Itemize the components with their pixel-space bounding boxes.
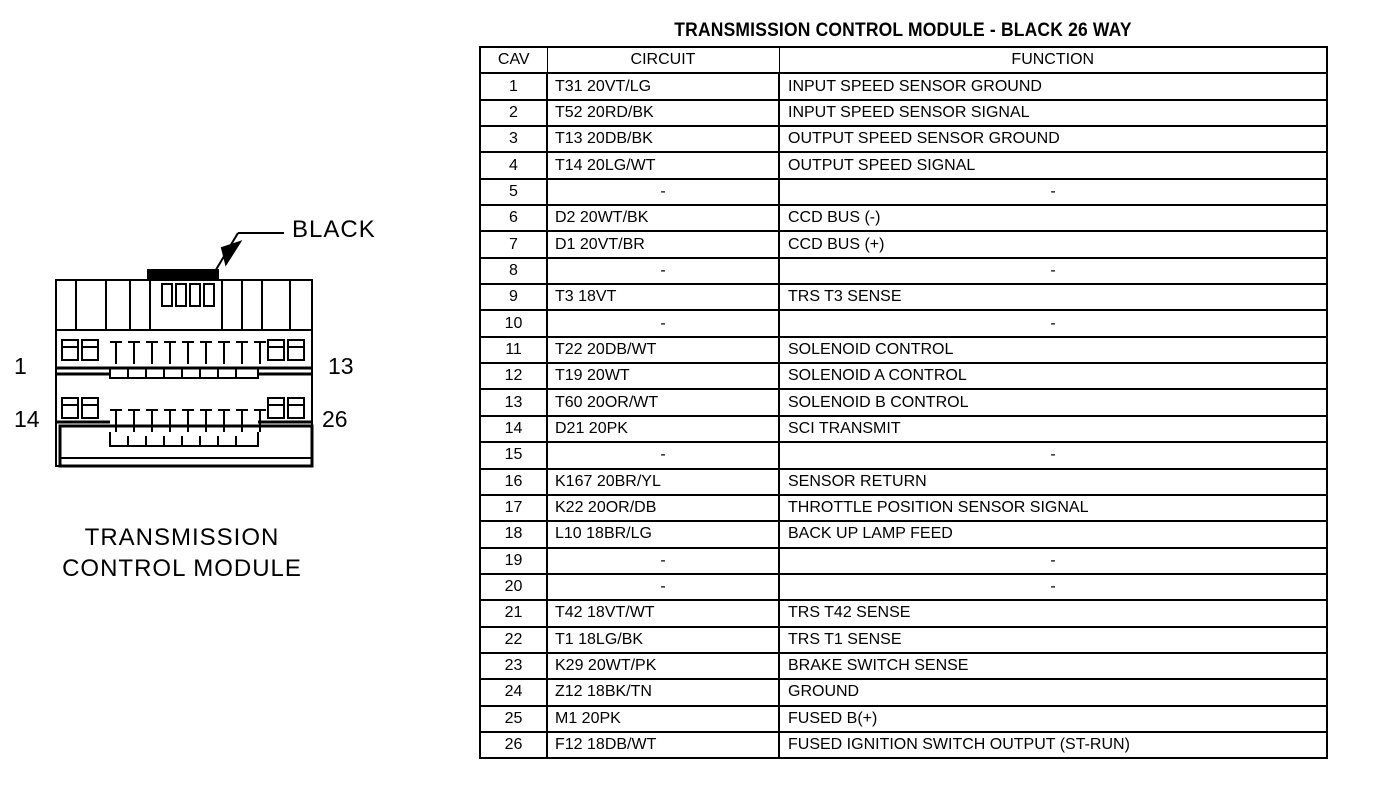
cav-cell: 13 [480, 389, 547, 415]
table-row [480, 442, 1327, 468]
circuit-cell: K22 20OR/DB [547, 495, 779, 521]
cav-cell: 24 [480, 679, 547, 705]
function-cell: FUSED IGNITION SWITCH OUTPUT (ST-RUN) [779, 732, 1327, 758]
table-row [480, 337, 1327, 363]
circuit-cell: T31 20VT/LG [547, 73, 779, 99]
cav-cell: 18 [480, 521, 547, 547]
pinout-table [479, 46, 1328, 759]
circuit-cell: - [547, 258, 779, 284]
function-cell: INPUT SPEED SENSOR SIGNAL [779, 100, 1327, 126]
cav-cell: 2 [480, 100, 547, 126]
latch-tab [204, 284, 214, 306]
circuit-cell: T3 18VT [547, 284, 779, 310]
circuit-cell: F12 18DB/WT [547, 732, 779, 758]
function-cell: OUTPUT SPEED SIGNAL [779, 152, 1327, 178]
cav-cell: 12 [480, 363, 547, 389]
connector-latch [148, 270, 218, 280]
table-row [480, 548, 1327, 574]
circuit-cell: T52 20RD/BK [547, 100, 779, 126]
cav-cell: 20 [480, 574, 547, 600]
function-cell: TRS T42 SENSE [779, 600, 1327, 626]
circuit-cell: D2 20WT/BK [547, 205, 779, 231]
table-row [480, 732, 1327, 758]
color-leader-arrowhead [222, 242, 240, 264]
circuit-cell: - [547, 574, 779, 600]
header-circuit: CIRCUIT [547, 47, 779, 73]
table-header-row [480, 47, 1327, 73]
function-cell: SCI TRANSMIT [779, 416, 1327, 442]
circuit-cell: - [547, 310, 779, 336]
function-cell: BACK UP LAMP FEED [779, 521, 1327, 547]
circuit-cell: - [547, 179, 779, 205]
table-row [480, 600, 1327, 626]
function-cell: CCD BUS (+) [779, 231, 1327, 257]
cav-cell: 9 [480, 284, 547, 310]
table-row [480, 231, 1327, 257]
cav-cell: 5 [480, 179, 547, 205]
circuit-cell: T14 20LG/WT [547, 152, 779, 178]
cav-cell: 17 [480, 495, 547, 521]
function-cell: FUSED B(+) [779, 706, 1327, 732]
function-cell: THROTTLE POSITION SENSOR SIGNAL [779, 495, 1327, 521]
table-row [480, 389, 1327, 415]
function-cell: - [779, 310, 1327, 336]
table-row [480, 179, 1327, 205]
table-row [480, 521, 1327, 547]
circuit-cell: T42 18VT/WT [547, 600, 779, 626]
table-row [480, 205, 1327, 231]
cav-cell: 15 [480, 442, 547, 468]
cav-cell: 14 [480, 416, 547, 442]
connector-color-label: BLACK [292, 216, 376, 243]
cav-cell: 21 [480, 600, 547, 626]
circuit-cell: D21 20PK [547, 416, 779, 442]
cav-cell: 22 [480, 627, 547, 653]
terminal-row-top [56, 340, 312, 378]
pin-label-bottom-left: 14 [14, 406, 40, 432]
table-row [480, 706, 1327, 732]
cav-cell: 11 [480, 337, 547, 363]
cav-cell: 4 [480, 152, 547, 178]
circuit-cell: T1 18LG/BK [547, 627, 779, 653]
cav-cell: 19 [480, 548, 547, 574]
function-cell: SOLENOID A CONTROL [779, 363, 1327, 389]
table-row [480, 469, 1327, 495]
table-row [480, 100, 1327, 126]
cav-cell: 26 [480, 732, 547, 758]
header-cav: CAV [480, 47, 547, 73]
table-row [480, 284, 1327, 310]
cav-cell: 1 [480, 73, 547, 99]
table-row [480, 152, 1327, 178]
circuit-cell: - [547, 548, 779, 574]
circuit-cell: K167 20BR/YL [547, 469, 779, 495]
table-row [480, 653, 1327, 679]
terminal-row-bottom [56, 398, 312, 446]
circuit-cell: K29 20WT/PK [547, 653, 779, 679]
cav-cell: 3 [480, 126, 547, 152]
table-row [480, 258, 1327, 284]
function-cell: - [779, 574, 1327, 600]
pin-label-top-right: 13 [328, 353, 354, 379]
header-function: FUNCTION [779, 47, 1327, 73]
function-cell: - [779, 179, 1327, 205]
function-cell: GROUND [779, 679, 1327, 705]
function-cell: - [779, 442, 1327, 468]
cav-cell: 25 [480, 706, 547, 732]
circuit-cell: T22 20DB/WT [547, 337, 779, 363]
component-name-line1: TRANSMISSION [84, 524, 280, 551]
cav-cell: 10 [480, 310, 547, 336]
function-cell: - [779, 548, 1327, 574]
table-row [480, 126, 1327, 152]
table-row [480, 627, 1327, 653]
connector-diagram [0, 200, 420, 600]
latch-tab [162, 284, 172, 306]
circuit-cell: T13 20DB/BK [547, 126, 779, 152]
table-row [480, 310, 1327, 336]
circuit-cell: L10 18BR/LG [547, 521, 779, 547]
cav-cell: 16 [480, 469, 547, 495]
function-cell: CCD BUS (-) [779, 205, 1327, 231]
table-row [480, 679, 1327, 705]
function-cell: TRS T3 SENSE [779, 284, 1327, 310]
table-title: TRANSMISSION CONTROL MODULE - BLACK 26 WAY [674, 20, 1132, 41]
connector-face-drawing [0, 200, 420, 500]
component-name [0, 522, 364, 584]
circuit-cell: D1 20VT/BR [547, 231, 779, 257]
table-body [480, 73, 1327, 758]
component-name-line2: CONTROL MODULE [62, 555, 302, 582]
cav-cell: 8 [480, 258, 547, 284]
table-row [480, 363, 1327, 389]
function-cell: SOLENOID CONTROL [779, 337, 1327, 363]
circuit-cell: - [547, 442, 779, 468]
latch-tab [176, 284, 186, 306]
circuit-cell: Z12 18BK/TN [547, 679, 779, 705]
function-cell: BRAKE SWITCH SENSE [779, 653, 1327, 679]
function-cell: SOLENOID B CONTROL [779, 389, 1327, 415]
table-row [480, 73, 1327, 99]
function-cell: INPUT SPEED SENSOR GROUND [779, 73, 1327, 99]
cav-cell: 6 [480, 205, 547, 231]
function-cell: SENSOR RETURN [779, 469, 1327, 495]
cav-cell: 23 [480, 653, 547, 679]
table-row [480, 416, 1327, 442]
circuit-cell: T60 20OR/WT [547, 389, 779, 415]
table-row [480, 495, 1327, 521]
circuit-cell: T19 20WT [547, 363, 779, 389]
pin-label-bottom-right: 26 [322, 406, 348, 432]
pin-label-top-left: 1 [14, 353, 27, 379]
latch-tab [190, 284, 200, 306]
circuit-cell: M1 20PK [547, 706, 779, 732]
table-row [480, 574, 1327, 600]
function-cell: TRS T1 SENSE [779, 627, 1327, 653]
function-cell: OUTPUT SPEED SENSOR GROUND [779, 126, 1327, 152]
cav-cell: 7 [480, 231, 547, 257]
function-cell: - [779, 258, 1327, 284]
